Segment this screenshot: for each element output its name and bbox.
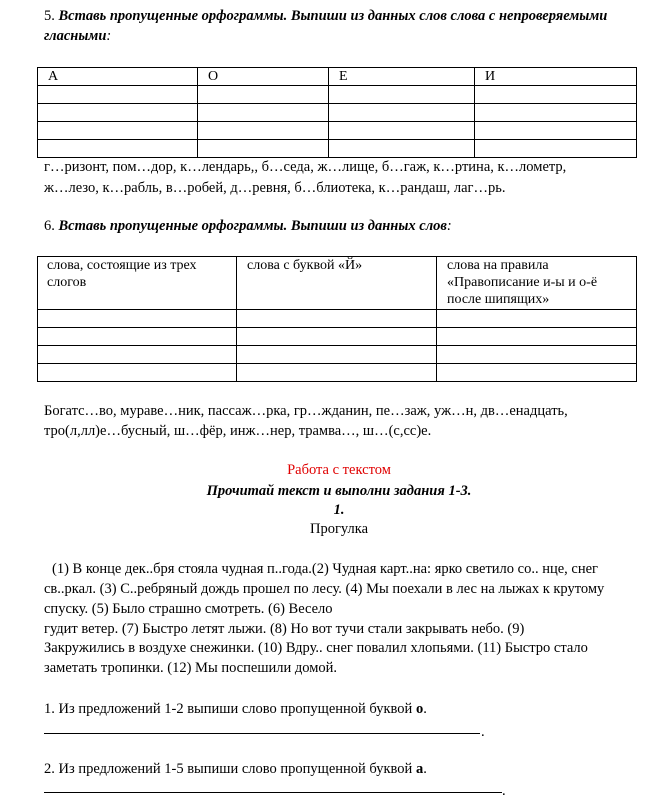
table-cell[interactable] [237,346,437,364]
question-2 [44,759,427,779]
story-line-3: спуску. (5) Было страшно смотреть. (6) Весело [44,601,333,617]
task5-header-a: А [38,68,198,86]
table-cell[interactable] [437,346,637,364]
question-1-text: 1. Из предложений 1-2 выпиши слово пропущенной буквой [44,701,416,717]
story-line-1: (1) В конце дек..бря стояла чудная п..года.(2) Чудная карт..на: ярко светило со.. нце, снег [52,561,598,577]
answer-line-2[interactable] [44,792,502,793]
table-cell[interactable] [198,86,329,104]
question-2-text: 2. Из предложений 1-5 выпиши слово пропущенной буквой [44,761,416,777]
table-cell[interactable] [38,104,198,122]
task6-number: 6. [44,218,55,234]
table-cell[interactable] [329,104,475,122]
table-cell[interactable] [475,86,637,104]
task5-title [44,6,660,46]
section-heading: Работа с текстом [287,462,391,478]
table-cell[interactable] [237,364,437,382]
table-cell[interactable] [437,328,637,346]
task5-header-o: О [198,68,329,86]
table-cell[interactable] [38,328,237,346]
table-cell[interactable] [198,122,329,140]
table-cell[interactable] [38,122,198,140]
question-1-letter: о [415,701,424,717]
table-cell[interactable] [38,140,198,158]
story-line-4: гудит ветер. (7) Быстро летят лыжи. (8) Но вот тучи стали закрывать небо. (9) [44,621,525,637]
text-number: 1. [333,502,345,518]
table-cell[interactable] [38,346,237,364]
table-cell[interactable] [198,104,329,122]
table-cell[interactable] [437,364,637,382]
task6-table [37,256,637,382]
task5-table [37,67,637,158]
question-2-end: . [423,761,427,777]
table-cell[interactable] [38,310,237,328]
table-cell[interactable] [329,122,475,140]
table-cell[interactable] [475,140,637,158]
question-2-letter: а [415,761,424,777]
task5-words-line-1: г…ризонт, пом…дор, к…лендарь,, б…седа, ж…лище, б…гаж, к…ртина, к…лометр, [44,159,567,175]
story-line-2: св..ркал. (3) С..ребряный дождь прошел по лесу. (4) Мы поехали в лес на лыжах к крутому [44,581,605,597]
table-cell[interactable] [437,310,637,328]
task6-colon: : [446,218,452,234]
table-cell[interactable] [237,328,437,346]
task6-words-line-1: Богатс…во, мураве…ник, пассаж…рка, гр…жданин, пе…заж, уж…н, дв…енадцать, [44,403,568,419]
table-cell[interactable] [38,86,198,104]
table-cell[interactable] [198,140,329,158]
task5-words-line-2: ж…лезо, к…рабль, в…робей, д…ревня, б…блиотека, к…рандаш, лаг…рь. [44,180,506,196]
task5-instruction: Вставь пропущенные орфограммы. Выпиши из данных слов слова с непроверяемыми гласными [44,8,608,44]
story-line-5: Закружились в воздухе снежинки. (10) Вдру.. снег повалил хлопьями. (11) Быстро стало [44,640,588,656]
task6-header-letter-y: слова с буквой «Й» [237,257,437,310]
task5-colon: : [106,28,112,44]
question-1 [44,699,427,719]
task5-number: 5. [44,8,55,24]
task6-header-syllables: слова, состоящие из трех слогов [38,257,237,310]
task5-header-e: Е [329,68,475,86]
text-title: Прогулка [309,521,369,537]
table-cell[interactable] [38,364,237,382]
task6-header-rule: слова на правила «Правописание и-ы и о-ё после шипящих» [437,257,637,310]
answer-line-1-period: . [481,724,485,740]
story-line-6: заметать тропинки. (12) Мы поспешили домой. [44,660,338,676]
table-cell[interactable] [237,310,437,328]
table-cell[interactable] [329,140,475,158]
answer-line-2-period: . [502,783,506,799]
table-cell[interactable] [475,122,637,140]
task5-header-i: И [475,68,637,86]
task6-instruction: Вставь пропущенные орфограммы. Выпиши из данных слов [58,218,447,234]
table-cell[interactable] [329,86,475,104]
task6-title [44,216,452,236]
table-cell[interactable] [475,104,637,122]
question-1-end: . [423,701,427,717]
answer-line-1[interactable] [44,733,480,734]
task6-words-line-2: тро(л,лл)е…бусный, ш…фёр, инж…нер, трамва…, ш…(с,сс)е. [44,423,432,439]
section-instruction: Прочитай текст и выполни задания 1-3. [206,483,472,499]
